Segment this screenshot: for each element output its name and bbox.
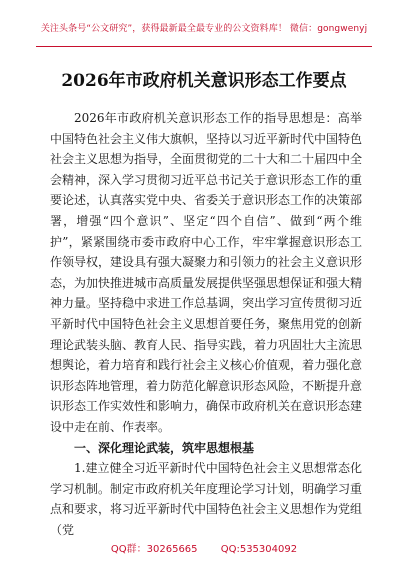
document-body (50, 108, 362, 540)
section-heading-1: 一、深化理论武装，筑牢思想根基 (74, 440, 255, 455)
document-title: 2026年市政府机关意识形态工作要点 (61, 71, 347, 91)
header-promo-text: 关注头条号“公文研究”，获得最新最全最专业的公文资料库！ 微信：gongwenyj (40, 24, 368, 34)
footer-contact (0, 540, 408, 555)
intro-paragraph: 2026年市政府机关意识形态工作的指导思想是：高举中国特色社会主义伟大旗帜，坚持以习近平新时代中国特色社会主义思想为指导，全面贯彻党的二十大和二十届四中全会精神，深入学习贯彻习近平总书记关于意识形态工作的重要论述，认真落实党中央、省委关于意识形态工作的决策部署，增强“四个意识”、坚定“四个自信”、做到“两个维护”，紧紧围绕市委市政府中心工作，牢牢掌握意识形态工作领导权，建设具有强大凝聚力和引领力的社会主义意识形态，为加快推进城市高质量发展提供坚强思想保证和强大精神力量。坚持稳中求进工作总基调，突出学习宣传贯彻习近平新时代中国特色社会主义思想首要任务，聚焦用党的创新理论武装头脑、教育人民、指导实践，着力巩固壮大主流思想舆论，着力培育和践行社会主义核心价值观，着力强化意识形态阵地管理，着力防范化解意识形态风险，不断提升意识形态工作实效性和影响力，确保市政府机关在意识形态建设中走在前、作表率。 (50, 111, 363, 434)
header-divider (36, 46, 372, 47)
header-banner (0, 0, 408, 50)
footer-qq: QQ:535304092 (220, 544, 298, 555)
section-1-paragraph: 1.建立健全习近平新时代中国特色社会主义思想常态化学习机制。制定市政府机关年度理论学习计划，明确学习重点和要求，将习近平新时代中国特色社会主义思想作为党组（党 (50, 461, 363, 537)
footer-qq-group: QQ群：30265665 (110, 544, 198, 555)
